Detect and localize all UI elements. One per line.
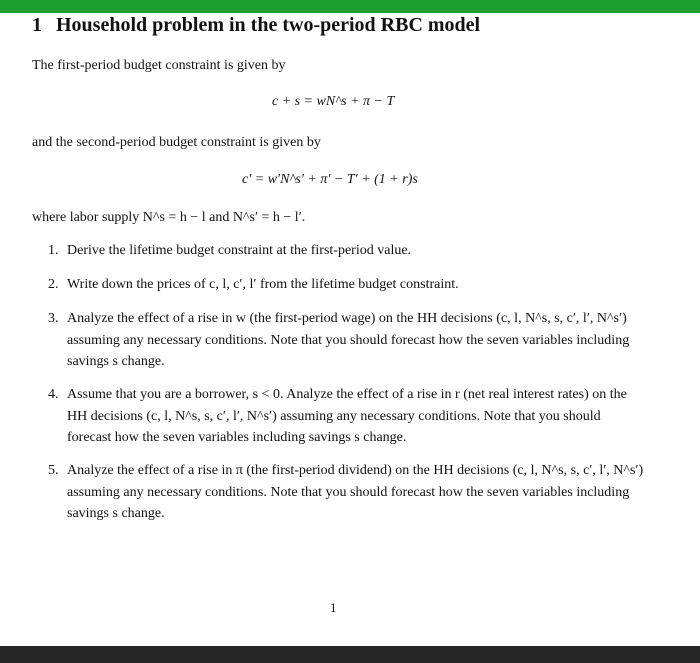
question-text: Analyze the effect of a rise in π (the first-period dividend) on the HH decisions (c, l, N^s, s, c′, l′, N^s′) assuming any necessary conditions. Note that you should forecast how the seven variables including savings s change. xyxy=(67,463,644,521)
question-number: 2. xyxy=(48,277,59,292)
section-heading xyxy=(32,14,480,37)
section-title: Household problem in the two-period RBC model xyxy=(56,14,481,36)
first-constraint-text: The first-period budget constraint is given by xyxy=(32,58,286,73)
equation-second-period: c′ = w′N^s′ + π′ − T′ + (1 + r)s xyxy=(242,172,418,187)
question-number: 5. xyxy=(48,463,59,478)
bottom-bar xyxy=(0,646,700,663)
question-number: 3. xyxy=(48,311,59,326)
equation-first-period: c + s = wN^s + π − T xyxy=(272,94,395,109)
question-number: 4. xyxy=(48,387,59,402)
labor-supply-text: where labor supply N^s = h − l and N^s′ = h − l′. xyxy=(32,210,306,225)
question-text: Write down the prices of c, l, c′, l′ from the lifetime budget constraint. xyxy=(67,277,459,292)
question-text: Assume that you are a borrower, s < 0. Analyze the effect of a rise in r (net real interest rates) on the HH decisions (c, l, N^s, s, c′, l′, N^s′) assuming any necessary conditions. Note that you should forecast how the seven variables including savings s change. xyxy=(67,387,627,445)
second-constraint-text: and the second-period budget constraint is given by xyxy=(32,135,321,150)
section-number: 1 xyxy=(32,14,42,36)
page-number: 1 xyxy=(330,600,337,615)
question-number: 1. xyxy=(48,243,59,258)
question-text: Analyze the effect of a rise in w (the first-period wage) on the HH decisions (c, l, N^s, s, c′, l′, N^s′) assuming any necessary conditions. Note that you should forecast how the seven variables including savings s change. xyxy=(67,311,630,369)
question-text: Derive the lifetime budget constraint at the first-period value. xyxy=(67,243,412,258)
